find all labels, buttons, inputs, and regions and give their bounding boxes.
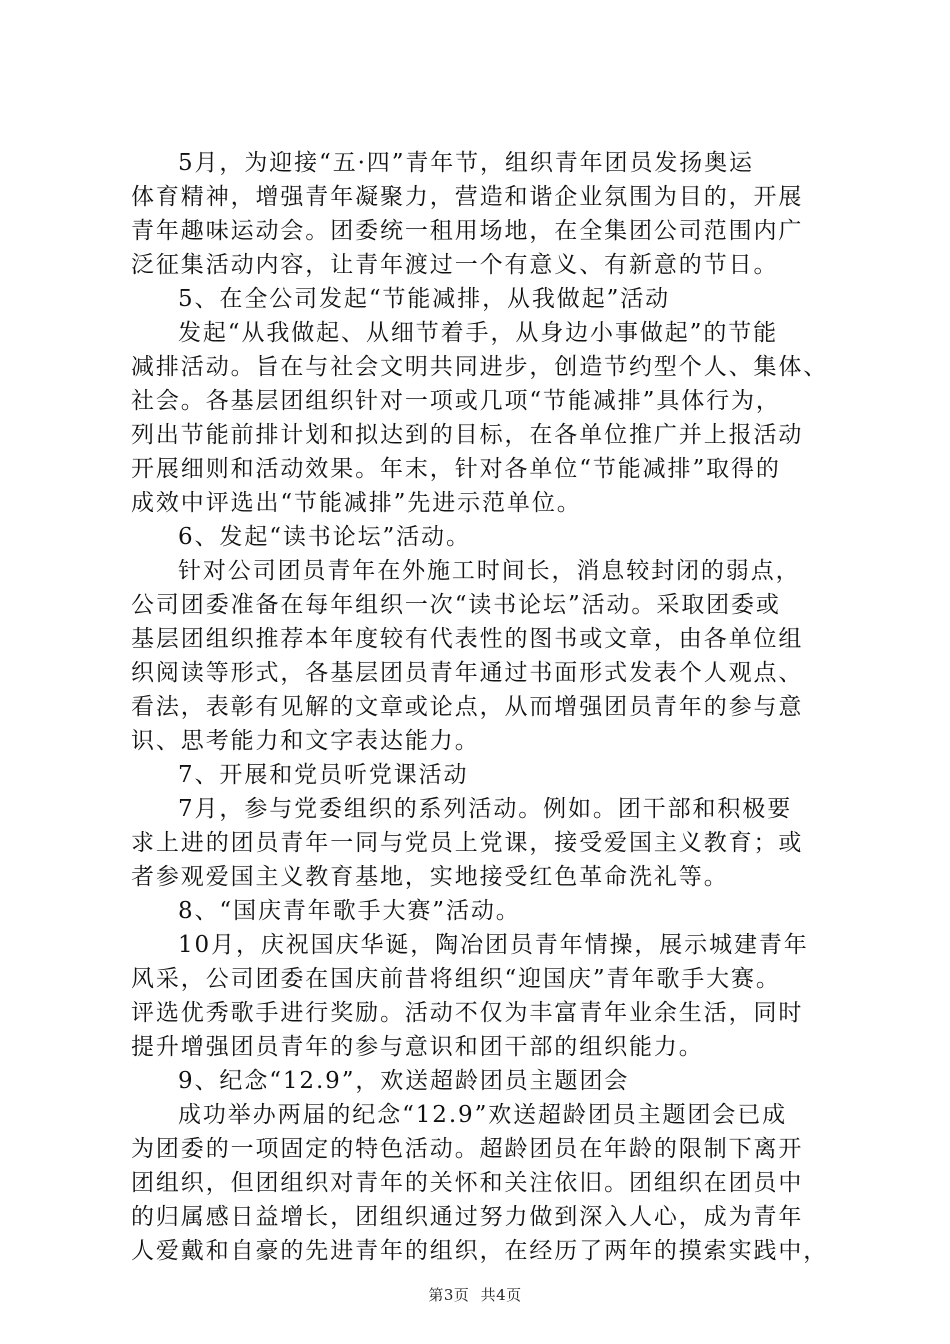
text-line: 7、开展和党员听党课活动	[178, 762, 469, 788]
text-line: 基层团组织推荐本年度较有代表性的图书或文章，由各单位组	[131, 626, 804, 652]
text-line: 织阅读等形式，各基层团员青年通过书面形式发表个人观点、	[131, 660, 804, 686]
text-line: 体育精神，增强青年凝聚力，营造和谐企业氛围为目的，开展	[131, 184, 804, 210]
page-footer	[0, 1284, 950, 1305]
text-line: 者参观爱国主义教育基地，实地接受红色革命洗礼等。	[131, 864, 729, 890]
text-line: 识、思考能力和文字表达能力。	[131, 728, 480, 754]
text-line: 人爱戴和自豪的先进青年的组织，在经历了两年的摸索实践中，	[131, 1238, 829, 1264]
page-number: 第3页	[428, 1286, 470, 1304]
text-line: 看法，表彰有见解的文章或论点，从而增强团员青年的参与意	[131, 694, 804, 720]
text-line: 10月，庆祝国庆华诞，陶冶团员青年情操，展示城建青年	[178, 932, 809, 958]
text-line: 开展细则和活动效果。年末，针对各单位“节能减排”取得的	[131, 456, 781, 482]
text-line: 青年趣味运动会。团委统一租用场地，在全集团公司范围内广	[131, 218, 804, 244]
text-line: 5月，为迎接“五·四”青年节，组织青年团员发扬奥运	[178, 150, 754, 176]
text-line: 团组织，但团组织对青年的关怀和关注依旧。团组织在团员中	[131, 1170, 804, 1196]
text-line: 求上进的团员青年一同与党员上党课，接受爱国主义教育；或	[131, 830, 804, 856]
text-line: 公司团委准备在每年组织一次“读书论坛”活动。采取团委或	[131, 592, 781, 618]
text-line: 减排活动。旨在与社会文明共同进步，创造节约型个人、集体、	[131, 354, 829, 380]
text-line: 成效中评选出“节能减排”先进示范单位。	[131, 490, 582, 516]
text-line: 社会。各基层团组织针对一项或几项“节能减排”具体行为，	[131, 388, 781, 414]
document-body	[131, 146, 836, 1268]
text-line: 评选优秀歌手进行奖励。活动不仅为丰富青年业余生活，同时	[131, 1000, 804, 1026]
text-line: 发起“从我做起、从细节着手，从身边小事做起”的节能	[178, 320, 779, 346]
text-line: 提升增强团员青年的参与意识和团干部的组织能力。	[131, 1034, 704, 1060]
text-line: 为团委的一项固定的特色活动。超龄团员在年龄的限制下离开	[131, 1136, 804, 1162]
text-line: 成功举办两届的纪念“12.9”欢送超龄团员主题团会已成	[178, 1102, 788, 1128]
page-total: 共4页	[480, 1286, 522, 1304]
text-line: 5、在全公司发起“节能减排，从我做起”活动	[178, 286, 671, 312]
text-line: 6、发起“读书论坛”活动。	[178, 524, 471, 550]
text-line: 的归属感日益增长，团组织通过努力做到深入人心，成为青年	[131, 1204, 804, 1230]
text-line: 泛征集活动内容，让青年渡过一个有意义、有新意的节日。	[131, 252, 779, 278]
text-line: 风采，公司团委在国庆前昔将组织“迎国庆”青年歌手大赛。	[131, 966, 781, 992]
text-line: 9、纪念“12.9”，欢送超龄团员主题团会	[178, 1068, 630, 1094]
text-line: 针对公司团员青年在外施工时间长，消息较封闭的弱点，	[178, 558, 801, 584]
text-line: 7月，参与党委组织的系列活动。例如。团干部和积极要	[178, 796, 793, 822]
text-line: 列出节能前排计划和拟达到的目标，在各单位推广并上报活动	[131, 422, 804, 448]
text-line: 8、“国庆青年歌手大赛”活动。	[178, 898, 521, 924]
